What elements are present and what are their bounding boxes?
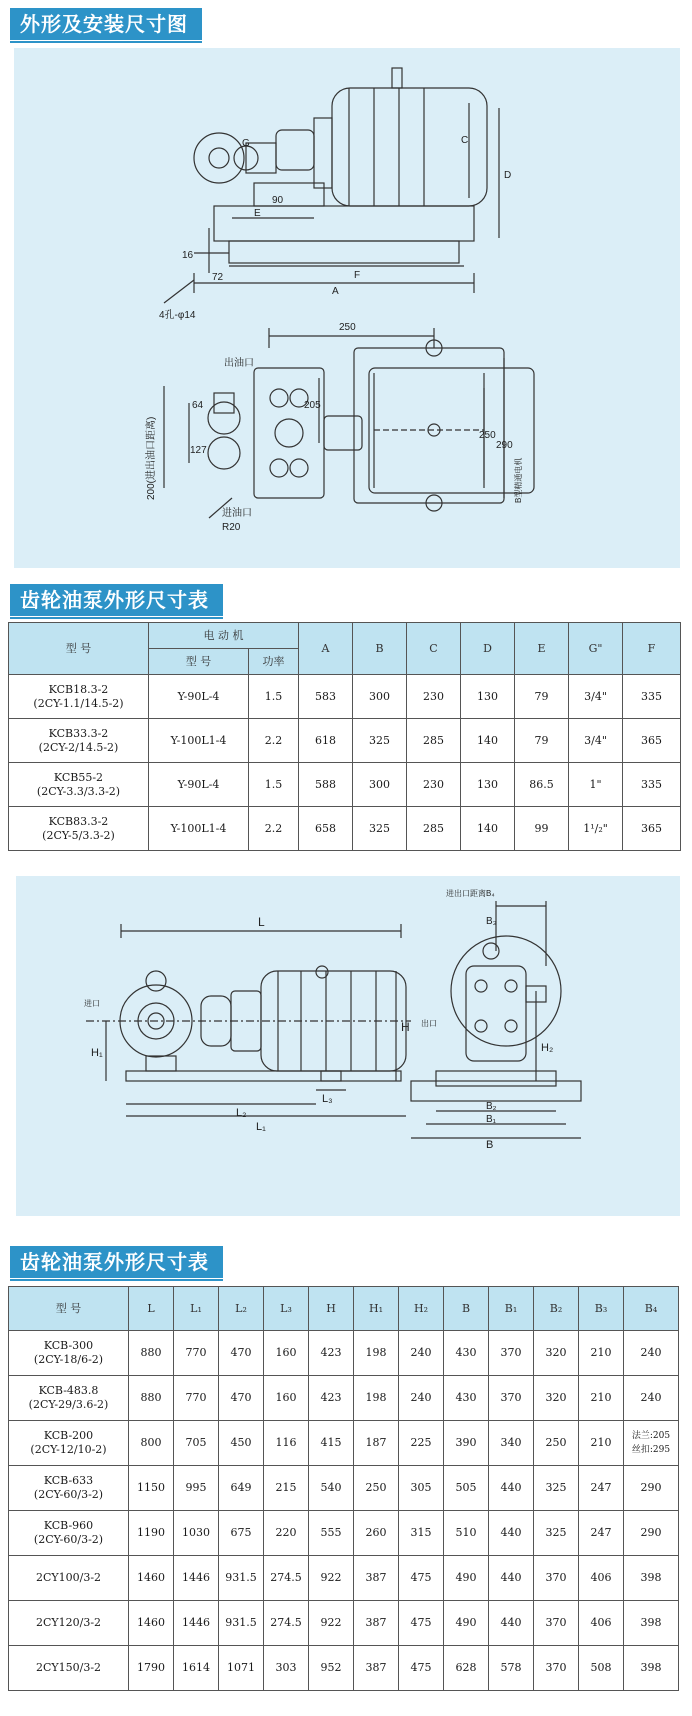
- r20-label: R20: [222, 522, 241, 533]
- model-cell: 2CY120/3-2: [9, 1601, 129, 1646]
- value-cell: 1446: [174, 1556, 219, 1601]
- dim-b3-label: B₃: [486, 916, 497, 927]
- col-e-header: E: [515, 623, 569, 675]
- value-cell: 475: [399, 1601, 444, 1646]
- col-header: L: [129, 1287, 174, 1331]
- value-cell: 387: [354, 1556, 399, 1601]
- value-cell: 475: [399, 1646, 444, 1691]
- value-cell: 406: [579, 1556, 624, 1601]
- pump-head-side: [194, 133, 244, 183]
- motor-body-side: [332, 88, 487, 206]
- col-a-header: A: [299, 623, 353, 675]
- value-cell: 1790: [129, 1646, 174, 1691]
- col-header: H: [309, 1287, 354, 1331]
- pump-outline-drawing-panel: [16, 876, 680, 1216]
- value-cell: 387: [354, 1601, 399, 1646]
- value-cell: 450: [219, 1421, 264, 1466]
- value-cell: 320: [534, 1331, 579, 1376]
- value-cell: 995: [174, 1466, 219, 1511]
- value-cell: 440: [489, 1601, 534, 1646]
- table-row: KCB55-2 (2CY-3.3/3.3-2) Y-90L-4 1.5 588 300 230 130 86.5 1" 335: [9, 763, 681, 807]
- value-cell: 1071: [219, 1646, 264, 1691]
- dim-16-label: 16: [182, 250, 194, 261]
- section-title-installation: 外形及安装尺寸图: [10, 8, 202, 40]
- col-header: B₁: [489, 1287, 534, 1331]
- dim-l2-label: L₂: [236, 1107, 247, 1119]
- value-cell: 470: [219, 1331, 264, 1376]
- dimension-table-2: [8, 1286, 679, 1691]
- dim-l1-label: L₁: [256, 1121, 266, 1133]
- value-cell: 880: [129, 1376, 174, 1421]
- value-cell: 260: [354, 1511, 399, 1556]
- value-cell: 210: [579, 1421, 624, 1466]
- dim-f-label: F: [354, 270, 361, 281]
- port-distance-label: 进出口距离B₄: [446, 889, 495, 898]
- value-cell: 675: [219, 1511, 264, 1556]
- value-cell: 423: [309, 1376, 354, 1421]
- col-header: L₃: [264, 1287, 309, 1331]
- inlet-label: 进口: [84, 999, 100, 1008]
- dim-h1-label: H₁: [91, 1047, 103, 1059]
- col-header: H₁: [354, 1287, 399, 1331]
- value-cell: 490: [444, 1601, 489, 1646]
- model-cell: 2CY100/3-2: [9, 1556, 129, 1601]
- table-row: [9, 1556, 679, 1601]
- model-cell: 2CY150/3-2: [9, 1646, 129, 1691]
- dim-72-label: 72: [212, 272, 224, 283]
- outlet-label: 出油口: [224, 358, 254, 369]
- value-cell: 508: [579, 1646, 624, 1691]
- value-cell: 325: [534, 1466, 579, 1511]
- value-cell: 325: [534, 1511, 579, 1556]
- pump-top-view: [254, 368, 324, 498]
- value-cell: 1190: [129, 1511, 174, 1556]
- value-cell: 210: [579, 1331, 624, 1376]
- table-row: [9, 1601, 679, 1646]
- value-cell: 320: [534, 1376, 579, 1421]
- value-cell: 370: [489, 1331, 534, 1376]
- value-cell: 1460: [129, 1556, 174, 1601]
- value-cell: 160: [264, 1331, 309, 1376]
- col-g-header: G": [569, 623, 623, 675]
- dim-290-label: 290: [496, 440, 513, 451]
- table-row: KCB18.3-2 (2CY-1.1/14.5-2) Y-90L-4 1.5 583 300 230 130 79 3/4" 335: [9, 675, 681, 719]
- value-cell: 705: [174, 1421, 219, 1466]
- value-cell: 390: [444, 1421, 489, 1466]
- value-cell: 274.5: [264, 1556, 309, 1601]
- dim-l-label: L: [258, 915, 265, 929]
- installation-drawing: [14, 48, 680, 568]
- value-cell: 415: [309, 1421, 354, 1466]
- value-cell: 423: [309, 1331, 354, 1376]
- value-cell: 303: [264, 1646, 309, 1691]
- value-cell: 475: [399, 1556, 444, 1601]
- table-row: [9, 1646, 679, 1691]
- value-cell: 240: [399, 1331, 444, 1376]
- dim-e-label: E: [254, 208, 261, 219]
- value-cell: 406: [579, 1601, 624, 1646]
- base-plate-side: [214, 206, 474, 241]
- value-cell: 247: [579, 1511, 624, 1556]
- value-cell: 370: [534, 1646, 579, 1691]
- value-cell: 250: [534, 1421, 579, 1466]
- dim-l3-label: L₃: [322, 1093, 333, 1105]
- coupling-side: [276, 130, 314, 170]
- model-cell: KCB-960 (2CY-60/3-2): [9, 1511, 129, 1556]
- dim-b1-label: B₁: [486, 1114, 497, 1125]
- value-cell: 440: [489, 1511, 534, 1556]
- value-cell: 922: [309, 1556, 354, 1601]
- col-header: H₂: [399, 1287, 444, 1331]
- dim-205-label: 205: [304, 400, 321, 411]
- value-cell: 315: [399, 1511, 444, 1556]
- value-cell: 398: [624, 1601, 679, 1646]
- dim-a-label: A: [332, 286, 339, 297]
- col-d-header: D: [461, 623, 515, 675]
- value-cell: 398: [624, 1556, 679, 1601]
- table-row: KCB83.3-2 (2CY-5/3.3-2) Y-100L1-4 2.2 658 325 285 140 99 1¹/₂" 365: [9, 807, 681, 851]
- col-c-header: C: [407, 623, 461, 675]
- col-header: L₁: [174, 1287, 219, 1331]
- table-row: [9, 1466, 679, 1511]
- value-cell: 578: [489, 1646, 534, 1691]
- value-cell: 240: [624, 1376, 679, 1421]
- value-cell: 220: [264, 1511, 309, 1556]
- section-title-table2: 齿轮油泵外形尺寸表: [10, 1246, 223, 1278]
- value-cell: 770: [174, 1376, 219, 1421]
- value-cell: 510: [444, 1511, 489, 1556]
- dim-250v-label: 250: [479, 430, 496, 441]
- value-cell: 440: [489, 1466, 534, 1511]
- value-cell: 225: [399, 1421, 444, 1466]
- value-cell: 470: [219, 1376, 264, 1421]
- model-cell: KCB-483.8 (2CY-29/3.6-2): [9, 1376, 129, 1421]
- dim-c-label: C: [461, 135, 469, 146]
- dim-64-label: 64: [192, 400, 204, 411]
- value-cell: 649: [219, 1466, 264, 1511]
- table-row: KCB33.3-2 (2CY-2/14.5-2) Y-100L1-4 2.2 618 325 285 140 79 3/4" 365: [9, 719, 681, 763]
- col-motor-model-header: 型 号: [149, 649, 249, 675]
- value-cell: 490: [444, 1556, 489, 1601]
- value-cell: 398: [624, 1646, 679, 1691]
- value-cell: 540: [309, 1466, 354, 1511]
- value-cell: 247: [579, 1466, 624, 1511]
- value-cell: 952: [309, 1646, 354, 1691]
- col-header: B₂: [534, 1287, 579, 1331]
- model-cell: KCB-633 (2CY-60/3-2): [9, 1466, 129, 1511]
- dim-h-label: H: [401, 1020, 410, 1034]
- value-cell: 215: [264, 1466, 309, 1511]
- value-cell: 1614: [174, 1646, 219, 1691]
- holes-label: 4孔-φ14: [159, 310, 196, 321]
- col-header: B₃: [579, 1287, 624, 1331]
- value-cell: 370: [489, 1376, 534, 1421]
- table-row: [9, 1511, 679, 1556]
- value-cell: 880: [129, 1331, 174, 1376]
- value-cell: 1150: [129, 1466, 174, 1511]
- value-cell: 116: [264, 1421, 309, 1466]
- value-cell: 210: [579, 1376, 624, 1421]
- value-cell: 922: [309, 1601, 354, 1646]
- value-cell: 274.5: [264, 1601, 309, 1646]
- model-cell: KCB-200 (2CY-12/10-2): [9, 1421, 129, 1466]
- value-cell: 160: [264, 1376, 309, 1421]
- col-power-header: 功率: [249, 649, 299, 675]
- dim-h2-label: H₂: [541, 1042, 554, 1054]
- value-cell: 931.5: [219, 1556, 264, 1601]
- dim-g-label: G: [242, 138, 250, 149]
- dim-200-label: 200(进出油口距离): [146, 416, 157, 500]
- col-header: B: [444, 1287, 489, 1331]
- value-cell: 198: [354, 1376, 399, 1421]
- value-cell: 198: [354, 1331, 399, 1376]
- col-f-header: F: [623, 623, 681, 675]
- value-cell: 800: [129, 1421, 174, 1466]
- value-cell: 290: [624, 1466, 679, 1511]
- value-cell: 240: [624, 1331, 679, 1376]
- value-cell: 628: [444, 1646, 489, 1691]
- value-cell: 1030: [174, 1511, 219, 1556]
- table-row: [9, 1376, 679, 1421]
- value-cell: 1460: [129, 1601, 174, 1646]
- table-row: [9, 1331, 679, 1376]
- dim-250-label: 250: [339, 322, 356, 333]
- value-cell: 240: [399, 1376, 444, 1421]
- value-cell: 340: [489, 1421, 534, 1466]
- model-cell: KCB-300 (2CY-18/6-2): [9, 1331, 129, 1376]
- motor-top-box: [392, 68, 402, 88]
- value-cell: 250: [354, 1466, 399, 1511]
- pump-outline-drawing: [16, 876, 680, 1216]
- dim-b-label: B: [486, 1139, 494, 1151]
- dim-90-label: 90: [272, 195, 284, 206]
- dimension-table-1: [8, 622, 681, 851]
- value-cell: 440: [489, 1556, 534, 1601]
- value-cell: 430: [444, 1376, 489, 1421]
- outlet-label: 出口: [421, 1019, 437, 1028]
- dim-b2-label: B₂: [486, 1101, 497, 1112]
- section-title-table1: 齿轮油泵外形尺寸表: [10, 584, 223, 616]
- value-cell: 305: [399, 1466, 444, 1511]
- motor-note-label: B型精通电机: [514, 457, 523, 503]
- dim-d-label: D: [504, 170, 512, 181]
- col-header: L₂: [219, 1287, 264, 1331]
- dim-127-label: 127: [190, 445, 207, 456]
- value-cell: 387: [354, 1646, 399, 1691]
- pump-head-top: [208, 402, 240, 434]
- value-cell: 555: [309, 1511, 354, 1556]
- col-motor-header: 电 动 机: [149, 623, 299, 649]
- value-cell: 770: [174, 1331, 219, 1376]
- col-b-header: B: [353, 623, 407, 675]
- value-cell: 370: [534, 1601, 579, 1646]
- value-cell: 931.5: [219, 1601, 264, 1646]
- value-cell: 370: [534, 1556, 579, 1601]
- table-row: [9, 1421, 679, 1466]
- col-model-header: 型 号: [9, 623, 149, 675]
- col-header: 型 号: [9, 1287, 129, 1331]
- value-cell: 430: [444, 1331, 489, 1376]
- value-cell: 1446: [174, 1601, 219, 1646]
- value-cell: 290: [624, 1511, 679, 1556]
- value-cell: 505: [444, 1466, 489, 1511]
- value-cell: 法兰:205 丝扣:295: [624, 1421, 679, 1466]
- installation-drawing-panel: [14, 48, 680, 568]
- value-cell: 187: [354, 1421, 399, 1466]
- inlet-label: 进油口: [222, 508, 252, 519]
- col-header: B₄: [624, 1287, 679, 1331]
